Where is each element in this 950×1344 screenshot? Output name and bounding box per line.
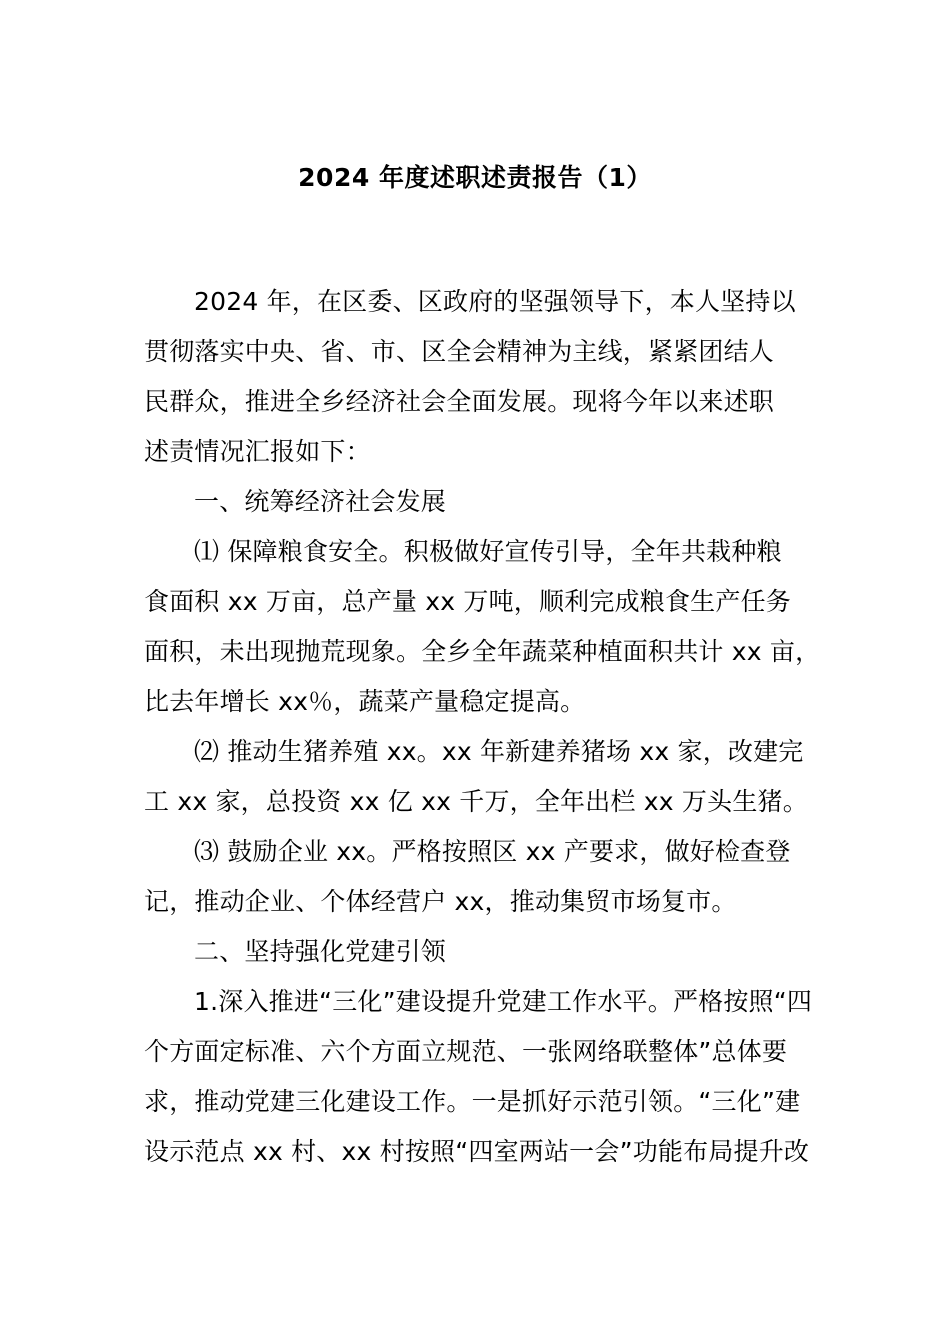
paragraph-line: 2024 年，在区委、区政府的坚强领导下，本人坚持以 bbox=[194, 287, 796, 316]
paragraph-line: 贯彻落实中央、省、市、区全会精神为主线，紧紧团结人 bbox=[144, 337, 775, 366]
paragraph-line: 面积，未出现抛荒现象。全乡全年蔬菜种植面积共计 xx 亩， bbox=[144, 637, 821, 666]
paragraph-line: 1.深入推进“三化”建设提升党建工作水平。严格按照“四 bbox=[194, 987, 813, 1016]
paragraph-line: 记，推动企业、个体经营户 xx，推动集贸市场复市。 bbox=[144, 887, 737, 916]
section-heading: 二、坚持强化党建引领 bbox=[194, 937, 447, 966]
paragraph-line: ⑵ 推动生猪养殖 xx。xx 年新建养猪场 xx 家，改建完 bbox=[194, 737, 804, 766]
document-body bbox=[144, 277, 834, 1177]
paragraph-line: 食面积 xx 万亩，总产量 xx 万吨，顺利完成粮食生产任务 bbox=[144, 587, 791, 616]
document-title: 2024 年度述职述责报告（1） bbox=[298, 163, 652, 192]
paragraph-line: 设示范点 xx 村、xx 村按照“四室两站一会”功能布局提升改 bbox=[144, 1137, 810, 1166]
paragraph-line: 工 xx 家，总投资 xx 亿 xx 千万，全年出栏 xx 万头生猪。 bbox=[144, 787, 808, 816]
paragraph-line: 个方面定标准、六个方面立规范、一张网络联整体”总体要 bbox=[144, 1037, 788, 1066]
paragraph-line: 比去年增长 xx％，蔬菜产量稳定提高。 bbox=[144, 687, 586, 716]
paragraph-line: ⑴ 保障粮食安全。积极做好宣传引导，全年共栽种粮 bbox=[194, 537, 782, 566]
paragraph-line: ⑶ 鼓励企业 xx。严格按照区 xx 产要求，做好检查登 bbox=[194, 837, 791, 866]
paragraph-line: 民群众，推进全乡经济社会全面发展。现将今年以来述职 bbox=[144, 387, 775, 416]
paragraph-line: 述责情况汇报如下： bbox=[144, 437, 371, 466]
section-heading: 一、统筹经济社会发展 bbox=[194, 487, 447, 516]
paragraph-line: 求，推动党建三化建设工作。一是抓好示范引领。“三化”建 bbox=[144, 1087, 801, 1116]
